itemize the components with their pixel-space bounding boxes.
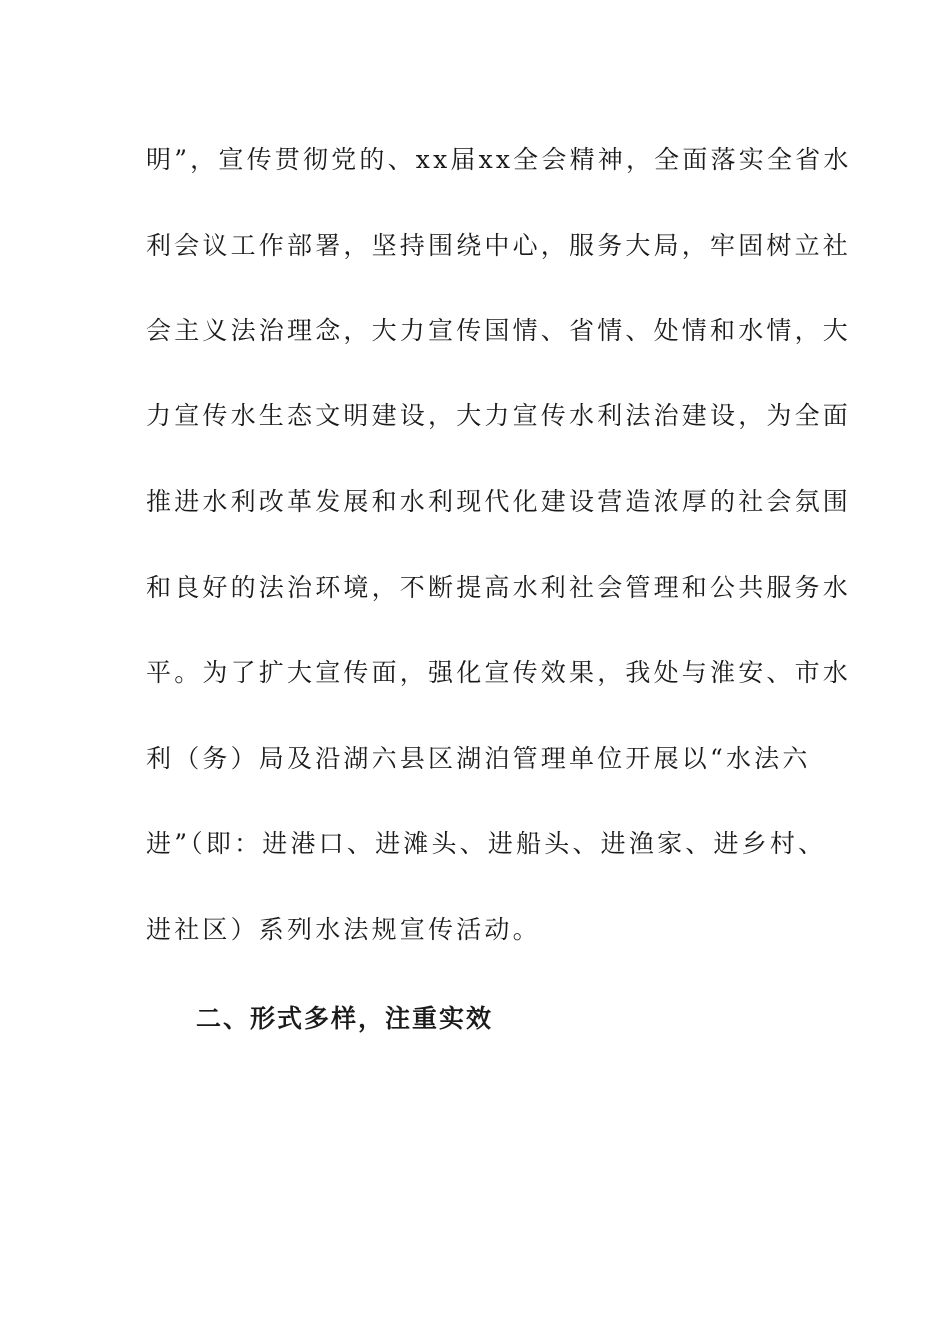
paragraph-line: 利（务）局及沿湖六县区湖泊管理单位开展以“水法六 <box>146 744 811 773</box>
paragraph-line: 和良好的法治环境，不断提高水利社会管理和公共服务水 <box>146 573 852 602</box>
section-heading: 二、形式多样，注重实效 <box>196 1004 494 1033</box>
paragraph-line: 利会议工作部署，坚持围绕中心，服务大局，牢固树立社 <box>146 231 852 260</box>
paragraph-line: 进”（即：进港口、进滩头、进船头、进渔家、进乡村、 <box>146 829 827 858</box>
paragraph-line: 进社区）系列水法规宣传活动。 <box>146 915 541 944</box>
paragraph-line: 会主义法治理念，大力宣传国情、省情、处情和水情，大 <box>146 316 852 345</box>
paragraph-line: 明”，宣传贯彻党的、xx届xx全会精神，全面落实全省水 <box>146 145 852 174</box>
paragraph-line: 力宣传水生态文明建设，大力宣传水利法治建设，为全面 <box>146 401 852 430</box>
paragraph-line: 推进水利改革发展和水利现代化建设营造浓厚的社会氛围 <box>146 487 852 516</box>
paragraph-line: 平。为了扩大宣传面，强化宣传效果，我处与淮安、市水 <box>146 658 852 687</box>
